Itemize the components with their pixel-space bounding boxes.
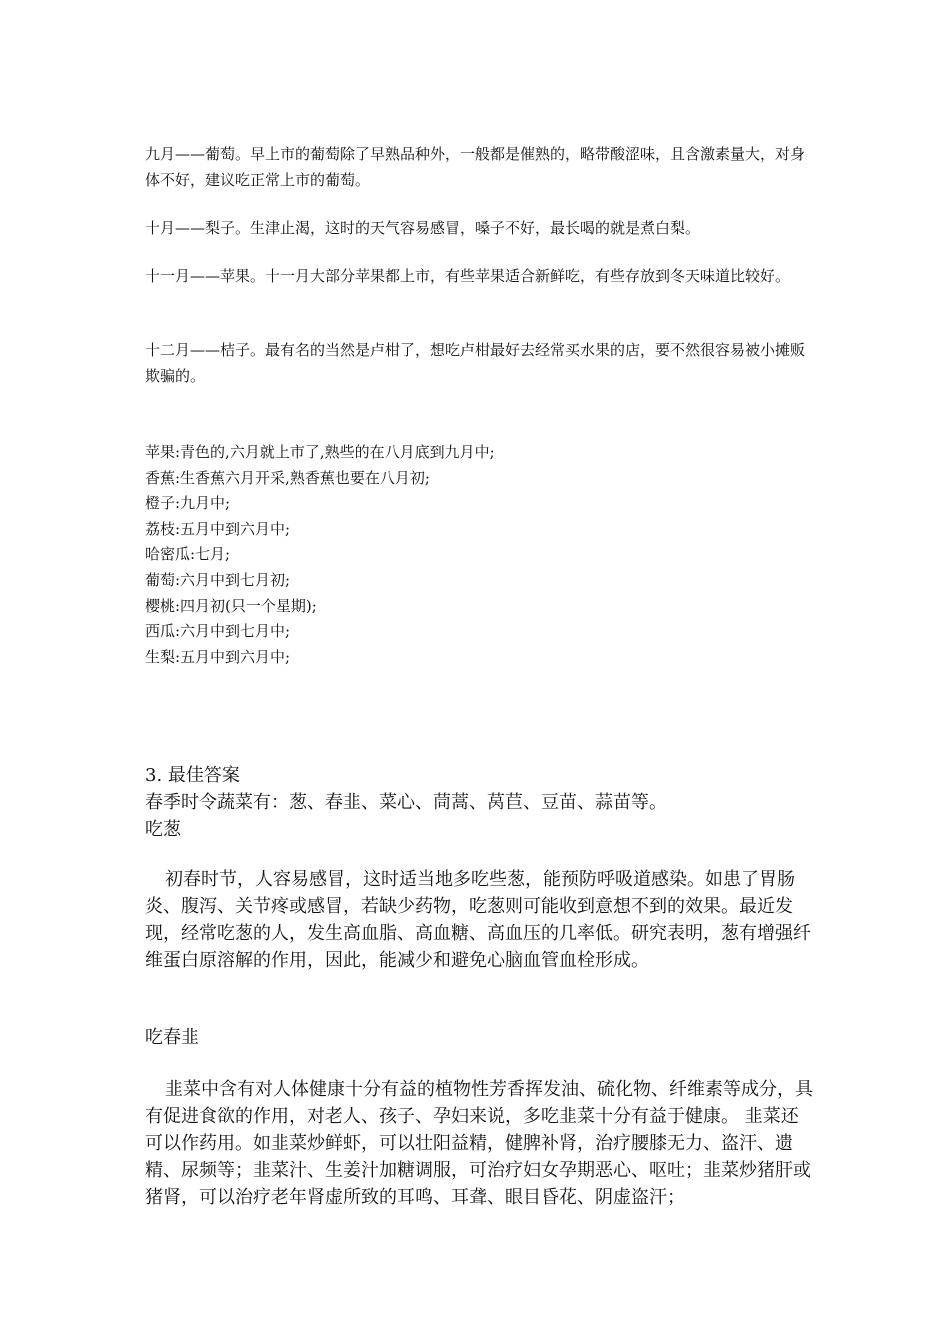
paragraph-november: 十一月——苹果。十一月大部分苹果都上市，有些苹果适合新鲜吃，有些存放到冬天味道比较好。 (145, 267, 791, 285)
list-item: 荔枝:五月中到六月中; (145, 519, 291, 538)
list-item: 橙子:九月中; (145, 494, 231, 513)
list-item: 葡萄:六月中到七月初; (145, 570, 291, 589)
list-item: 苹果:青色的,六月就上市了,熟些的在八月底到九月中; (145, 443, 495, 461)
answer-heading: 3. 最佳答案 (145, 765, 240, 786)
section-text-chive: 韭菜中含有对人体健康十分有益的植物性芳香挥发油、硫化物、纤维素等成分，具有促进食欲的作用，对老人、孩子、孕妇来说，多吃韭菜十分有益于健康。 韭菜还可以作药用。如韭菜炒鲜虾，可以壮阳益精，健脾补肾，治疗腰膝无力、盗汗、遗精、尿频等；韭菜汁、生姜汁加糖调服，可治疗妇女孕期恶心、呕吐；韭菜炒猪肝或猪肾，可以治疗老年肾虚所致的耳鸣、耳聋、眼目昏花、阴虚盗汗； (145, 1079, 813, 1208)
paragraph-september: 九月——葡萄。早上市的葡萄除了早熟品种外，一般都是催熟的，略带酸涩味，且含激素量大，对身体不好，建议吃正常上市的葡萄。 (145, 145, 806, 189)
list-item: 樱桃:四月初(只一个星期); (145, 596, 317, 615)
list-item: 生梨:五月中到六月中; (145, 647, 291, 666)
list-item: 哈密瓜:七月; (145, 545, 231, 564)
section-title-chive: 吃春韭 (145, 1027, 199, 1048)
list-item: 西瓜:六月中到七月中; (145, 622, 291, 641)
section-title-scallion: 吃葱 (145, 819, 181, 840)
list-item: 香蕉:生香蕉六月开采,熟香蕉也要在八月初; (145, 468, 430, 487)
section-text-scallion: 初春时节，人容易感冒，这时适当地多吃些葱，能预防呼吸道感染。如患了胃肠炎、腹泻、关节疼或感冒，若缺少药物，吃葱则可能收到意想不到的效果。最近发现，经常吃葱的人，发生高血脂、高血糖、高血压的几率低。研究表明，葱有增强纤维蛋白原溶解的作用，因此，能减少和避免心脑血管血栓形成。 (145, 869, 811, 971)
paragraph-october: 十月——梨子。生津止渴，这时的天气容易感冒，嗓子不好，最长喝的就是煮白梨。 (145, 219, 701, 237)
fruit-season-list (145, 440, 815, 670)
paragraph-december: 十二月——桔子。最有名的当然是卢柑了，想吃卢柑最好去经常买水果的店，要不然很容易被小摊贩欺骗的。 (145, 341, 806, 385)
answer-intro: 春季时令蔬菜有：葱、春韭、菜心、茼蒿、莴苣、豆苗、蒜苗等。 (145, 792, 667, 813)
